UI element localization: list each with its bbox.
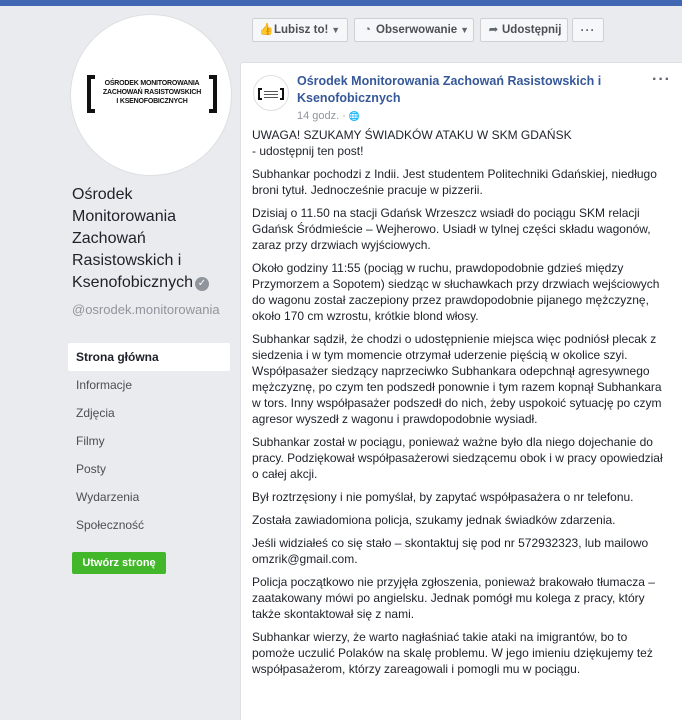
globe-icon: 🌐: [348, 111, 361, 121]
post-paragraph: Około godziny 11:55 (pociąg w ruchu, prawdopodobnie gdzieś między Przymorzem a Sopotem) siedząc w słuchawkach przy drzwiach wejściowych do wagonu został zaczepiony przez prawdopodobnie pijanego mężczyznę, około 170 cm wzrostu, krótkie blond włosy.: [252, 261, 660, 323]
post-paragraph: UWAGA! SZUKAMY ŚWIADKÓW ATAKU W SKM GDAŃSK - udostępnij ten post!: [252, 128, 572, 158]
logo-line: [264, 94, 278, 95]
post-paragraph: Subhankar pochodzi z Indii. Jest studentem Politechniki Gdańskiej, niedługo broni tytuł. Jednocześnie pracuje w pizzerii.: [252, 167, 657, 197]
post-text: [252, 127, 668, 684]
nav-item-community[interactable]: Społeczność: [76, 518, 145, 532]
post-paragraph: Subhankar sądził, że chodzi o udostępnienie miejsca więc podniósł plecak z siedzenia i w tym momencie otrzymał uderzenie pięścią w okolice szyi. Współpasażer siedzący naprzeciwko Subhankara odepchnął agresywnego mężczyznę, po czym ten podszedł ponownie i tym razem kopnął Subhankara w tors. Inny współpasażer podszedł do nich, żeby uspokoić sytuację po czym agresor wyszedł z wagonu i prawdopodobnie wysiadł.: [252, 332, 662, 426]
more-options-button[interactable]: ···: [572, 18, 604, 42]
logo-bracket-left: [87, 75, 95, 113]
nav-item-photos[interactable]: Zdjęcia: [76, 406, 115, 420]
page-handle[interactable]: @osrodek.monitorowania: [72, 302, 220, 317]
nav-item-home[interactable]: Strona główna: [68, 343, 230, 371]
post-paragraph: Subhankar wierzy, że warto nagłaśniać takie ataki na imigrantów, bo to pomoże uczulić Polaków na skalę problemu. W jego imieniu dziękujemy też współpasażerom, którzy zareagowali i pomogli mu w pociągu.: [252, 630, 653, 676]
post-card: [240, 62, 682, 720]
post-paragraph: Był roztrzęsiony i nie pomyślał, by zapytać współpasażera o nr telefonu.: [252, 490, 634, 504]
top-bar: [0, 0, 682, 6]
page-title[interactable]: Ośrodek Monitorowania Zachowań Rasistowskich i Ksenofobicznych ✓: [72, 184, 232, 294]
nav-item-events[interactable]: Wydarzenia: [76, 490, 140, 504]
create-page-button[interactable]: Utwórz stronę: [72, 552, 166, 574]
post-paragraph: Dzisiaj o 11.50 na stacji Gdańsk Wrzeszcz wsiadł do pociągu SKM relacji Gdańsk Śródmieście – Wejherowo. Usiadł w tylnej części składu wagonów, zaraz przy drzwiach wyjściowych.: [252, 206, 651, 252]
page-logo: [87, 75, 217, 113]
post-author-link[interactable]: Ośrodek Monitorowania Zachowań Rasistowskich i Ksenofobicznych: [297, 74, 602, 105]
logo-line: [264, 91, 278, 92]
post-timestamp[interactable]: 14 godz. · 🌐: [297, 110, 361, 122]
verified-badge-icon: ✓: [195, 277, 209, 291]
logo-line: [264, 97, 278, 98]
share-button[interactable]: ➦ Udostępnij: [480, 18, 568, 42]
page-avatar[interactable]: [70, 14, 232, 176]
post-paragraph: Została zawiadomiona policja, szukamy jednak świadków zdarzenia.: [252, 513, 616, 527]
thumbs-up-icon: 👍: [259, 24, 274, 36]
nav-item-about[interactable]: Informacje: [76, 378, 133, 392]
post-paragraph: Jeśli widziałeś co się stało – skontaktuj się pod nr 572932323, lub mailowo omzrik@gmail.com.: [252, 536, 649, 566]
post-options-button[interactable]: ···: [652, 71, 671, 88]
share-arrow-icon: ➦: [488, 24, 499, 36]
nav-item-videos[interactable]: Filmy: [76, 434, 105, 448]
like-button[interactable]: 👍Lubisz to! ▼: [252, 18, 348, 42]
page-nav: [68, 343, 230, 539]
logo-bracket-right: [280, 88, 284, 100]
chevron-down-icon: ▼: [460, 25, 470, 35]
rss-icon: ◔: [364, 24, 371, 36]
nav-item-posts[interactable]: Posty: [76, 462, 107, 476]
post-paragraph: Subhankar został w pociągu, ponieważ ważne było dla niego dojechanie do pracy. Podziękował współpasażerowi siedzącemu obok i w pracy opowiedział o całej akcji.: [252, 435, 663, 481]
post-paragraph: Policja początkowo nie przyjęła zgłoszenia, ponieważ brakowało tłumacza – zaatakowany mówi po angielsku. Jednak pomógł mu kolega z pracy, który także skontaktował się z nami.: [252, 575, 655, 621]
follow-button[interactable]: ◔ Obserwowanie ▼: [354, 18, 474, 42]
logo-bracket-right: [209, 75, 217, 113]
post-author-avatar[interactable]: [253, 75, 289, 111]
chevron-down-icon: ▼: [331, 25, 341, 35]
logo-bracket-left: [258, 88, 262, 100]
logo-text: OŚRODEK MONITOROWANIA ZACHOWAŃ RASISTOWSKICH I KSENOFOBICZNYCH: [102, 80, 202, 105]
